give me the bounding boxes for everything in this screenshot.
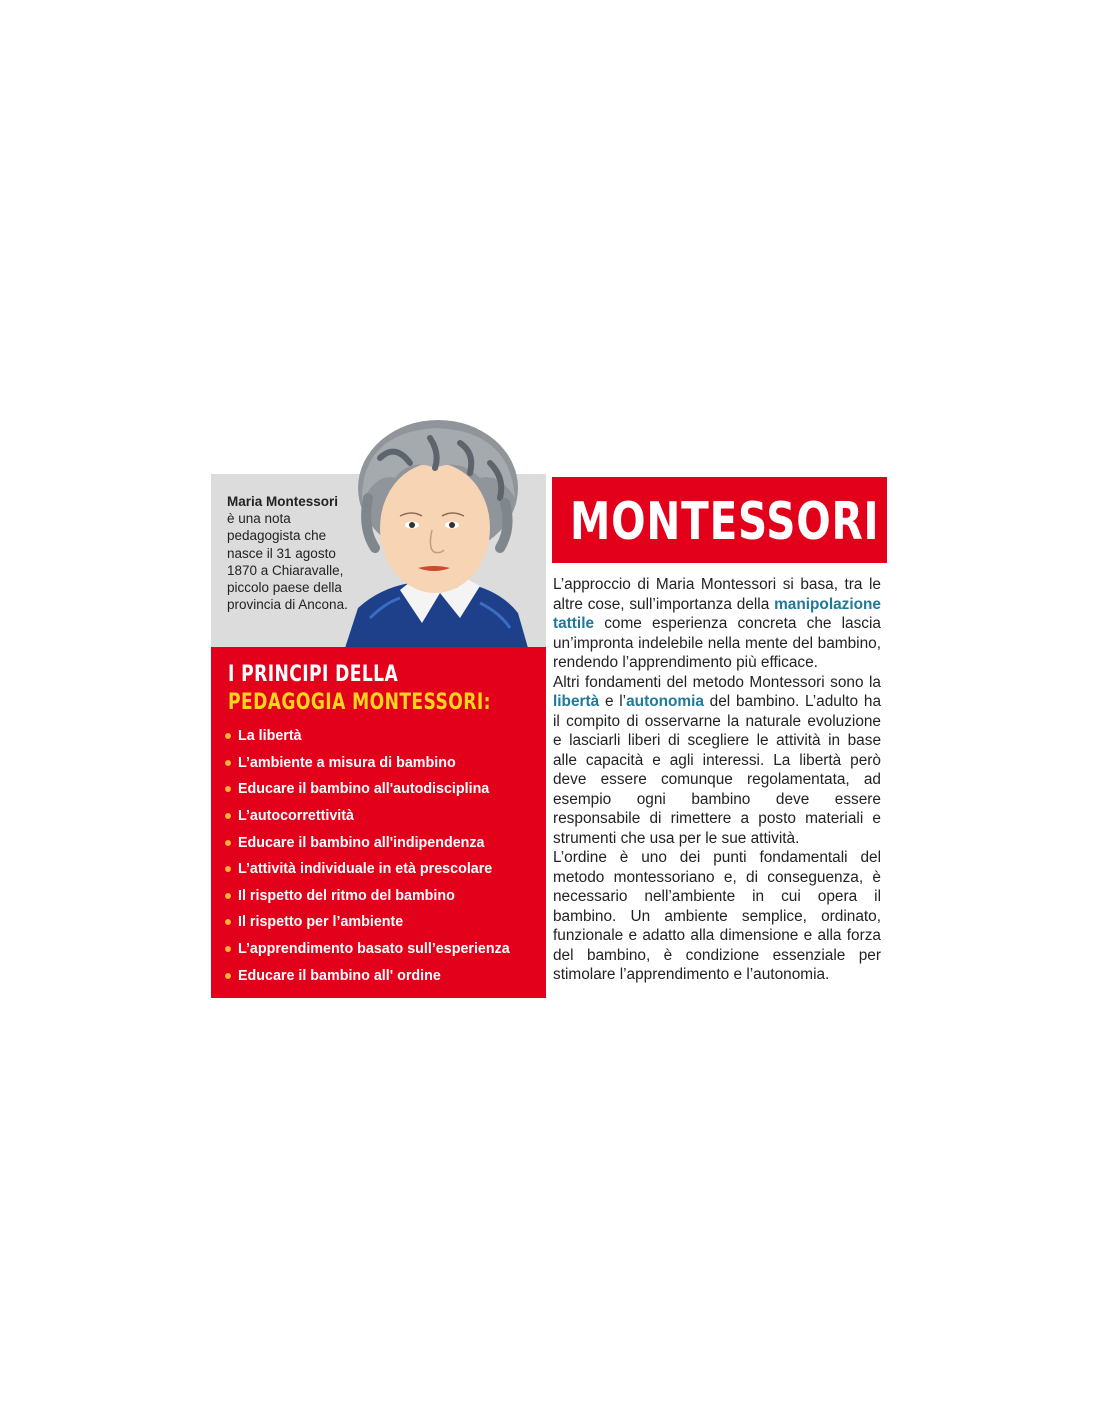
principle-label: Il rispetto del ritmo del bambino — [238, 887, 455, 904]
principle-label: Educare il bambino all'indipendenza — [238, 834, 485, 851]
bullet-icon — [225, 760, 231, 766]
article-paragraph-2 — [553, 673, 881, 849]
text: come esperienza concreta che lascia un’impronta indelebile nella mente del bambino, rendendo l’apprendimento più efficace. — [553, 615, 881, 671]
article-paragraph-1 — [553, 575, 881, 673]
bullet-icon — [225, 733, 231, 739]
text: e l’ — [599, 693, 627, 710]
principle-item — [225, 909, 510, 936]
bullet-icon — [225, 786, 231, 792]
principle-label: La libertà — [238, 728, 302, 745]
page-title: MONTESSORI — [570, 492, 880, 552]
bio-text — [227, 493, 357, 613]
highlight-term: manipolazione tattile — [553, 595, 881, 632]
principles-list — [225, 723, 510, 989]
principle-item — [225, 723, 510, 750]
title-banner — [552, 477, 887, 563]
principle-label: L’attività individuale in età prescolare — [238, 861, 493, 878]
principle-item — [225, 936, 510, 963]
principles-title-line2: PEDAGOGIA MONTESSORI: — [228, 690, 491, 715]
bullet-icon — [225, 840, 231, 846]
bullet-icon — [225, 973, 231, 979]
text: Altri fondamenti del metodo Montessori sono la — [553, 673, 881, 691]
principle-label: L’apprendimento basato sull’esperienza — [238, 941, 510, 958]
principle-label: L’ambiente a misura di bambino — [238, 754, 456, 771]
principle-item — [225, 962, 510, 989]
bio-description: è una nota pedagogista che nasce il 31 agosto 1870 a Chiaravalle, piccolo paese della provincia di Ancona. — [227, 511, 348, 613]
principle-label: Educare il bambino all' ordine — [238, 967, 441, 984]
principles-title — [228, 661, 491, 717]
principle-item — [225, 856, 510, 883]
principle-item — [225, 829, 510, 856]
principle-label: Il rispetto per l’ambiente — [238, 914, 404, 931]
bio-name: Maria Montessori — [227, 494, 339, 509]
principles-title-line1: I PRINCIPI DELLA — [228, 662, 399, 687]
bullet-icon — [225, 813, 231, 819]
principle-item — [225, 776, 510, 803]
principles-panel — [211, 647, 546, 998]
principle-label: L’autocorrettività — [238, 808, 354, 825]
principle-item — [225, 803, 510, 830]
bullet-icon — [225, 893, 231, 899]
article-body — [553, 575, 881, 985]
article-paragraph-3: L’ordine è uno dei punti fondamentali del metodo montessoriano e, di conseguenza, è necessario nell’ambiente in cui opera il bambino. Un ambiente semplice, ordinato, funzionale e adatto alla dimensione e alla forza del bambino, è condizione essenziale per stimolare l’apprendimento e l’autonomia. — [553, 849, 881, 983]
principle-item — [225, 750, 510, 777]
principle-label: Educare il bambino all'autodisciplina — [238, 781, 490, 798]
portrait-illustration — [340, 418, 535, 648]
text: del bambino. L’adulto ha il compito di osservarne la naturale evoluzione e lasciarli liberi di scegliere le attività in base alle capacità e agli interessi. La libertà però deve essere comunque regolamentata, ad esempio ogni bambino deve essere responsabile di rimettere a posto materiali e strumenti che usa per le sue attività. — [553, 693, 881, 847]
highlight-term: libertà — [553, 693, 600, 710]
bullet-icon — [225, 919, 231, 925]
bullet-icon — [225, 946, 231, 952]
principle-item — [225, 883, 510, 910]
text: L’approccio di Maria Montessori si basa, tra le altre cose, sull’importanza della — [553, 576, 881, 613]
bullet-icon — [225, 866, 231, 872]
highlight-term: autonomia — [626, 693, 704, 710]
